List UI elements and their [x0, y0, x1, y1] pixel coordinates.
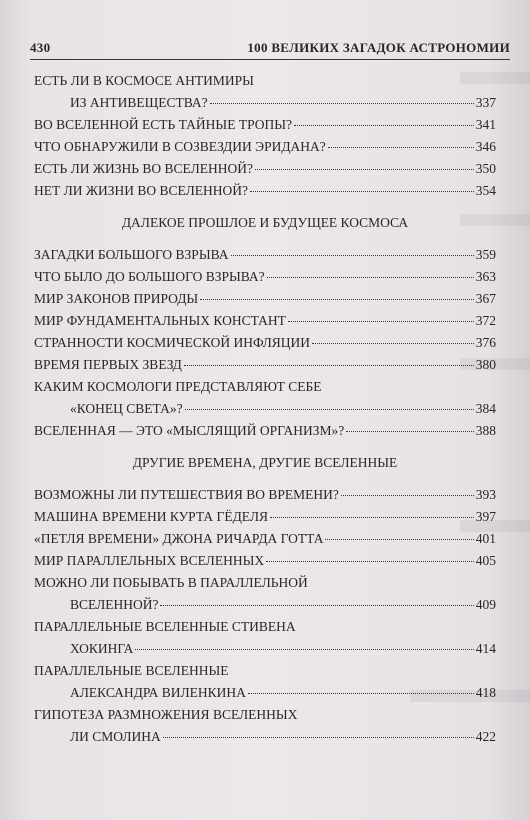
section-heading: ДАЛЕКОЕ ПРОШЛОЕ И БУДУЩЕЕ КОСМОСА: [121, 215, 409, 230]
toc-page-number: 409: [475, 597, 496, 612]
toc-page-number: 372: [475, 313, 496, 328]
toc-entry: НЕТ ЛИ ЖИЗНИ ВО ВСЕЛЕННОЙ? 354: [34, 180, 496, 202]
toc-entry: ЕСТЬ ЛИ В КОСМОСЕ АНТИМИРЫ: [34, 73, 254, 88]
toc-page-number: 401: [475, 531, 496, 546]
toc-entry: ЗАГАДКИ БОЛЬШОГО ВЗРЫВА 359: [34, 244, 496, 266]
toc-entry: ВО ВСЕЛЕННОЙ ЕСТЬ ТАЙНЫЕ ТРОПЫ? 341: [34, 114, 496, 136]
toc-entry: ПАРАЛЛЕЛЬНЫЕ ВСЕЛЕННЫЕ: [34, 663, 229, 678]
dot-leader: [341, 494, 474, 496]
section-heading: ДРУГИЕ ВРЕМЕНА, ДРУГИЕ ВСЕЛЕННЫЕ: [132, 455, 398, 470]
toc-page-number: 418: [475, 685, 496, 700]
dot-leader: [288, 320, 474, 322]
toc-page-number: 384: [475, 401, 496, 416]
toc-entry: «ПЕТЛЯ ВРЕМЕНИ» ДЖОНА РИЧАРДА ГОТТА 401: [34, 528, 496, 550]
toc-entry: МИР ЗАКОНОВ ПРИРОДЫ 367: [34, 288, 496, 310]
toc-entry: ЛИ СМОЛИНА 422: [70, 726, 496, 748]
toc-entry: МИР ПАРАЛЛЕЛЬНЫХ ВСЕЛЕННЫХ 405: [34, 550, 496, 572]
toc-page-number: 350: [475, 161, 496, 176]
toc-page-number: 388: [475, 423, 496, 438]
toc-page-number: 397: [475, 509, 496, 524]
toc-entry: МИР ФУНДАМЕНТАЛЬНЫХ КОНСТАНТ 372: [34, 310, 496, 332]
dot-leader: [250, 190, 474, 192]
dot-leader: [267, 276, 474, 278]
toc-entry: ХОКИНГА 414: [70, 638, 496, 660]
dot-leader: [135, 648, 473, 650]
toc-page-number: 367: [475, 291, 496, 306]
dot-leader: [312, 342, 474, 344]
dot-leader: [160, 604, 473, 606]
page-number: 430: [30, 40, 51, 55]
toc-page-number: 359: [475, 247, 496, 262]
running-title: 100 ВЕЛИКИХ ЗАГАДОК АСТРОНОМИИ: [247, 40, 510, 55]
toc-entry: КАКИМ КОСМОЛОГИ ПРЕДСТАВЛЯЮТ СЕБЕ: [34, 379, 322, 394]
toc-entry: ПАРАЛЛЕЛЬНЫЕ ВСЕЛЕННЫЕ СТИВЕНА: [34, 619, 296, 634]
toc-entry: ВРЕМЯ ПЕРВЫХ ЗВЕЗД 380: [34, 354, 496, 376]
dot-leader: [200, 298, 474, 300]
dot-leader: [248, 692, 474, 694]
toc-entry: «КОНЕЦ СВЕТА»? 384: [70, 398, 496, 420]
dot-leader: [231, 254, 474, 256]
toc-entry: ВСЕЛЕННОЙ? 409: [70, 594, 496, 616]
dot-leader: [184, 364, 474, 366]
dot-leader: [328, 146, 474, 148]
toc-page-number: 363: [475, 269, 496, 284]
dot-leader: [294, 124, 474, 126]
toc-page-number: 376: [475, 335, 496, 350]
toc-entry: ИЗ АНТИВЕЩЕСТВА? 337: [70, 92, 496, 114]
dot-leader: [346, 430, 473, 432]
dot-leader: [270, 516, 474, 518]
toc-page-number: 380: [475, 357, 496, 372]
dot-leader: [185, 408, 474, 410]
dot-leader: [163, 736, 474, 738]
toc-page-number: 422: [475, 729, 496, 744]
toc-page-number: 405: [475, 553, 496, 568]
toc-entry: ЧТО ОБНАРУЖИЛИ В СОЗВЕЗДИИ ЭРИДАНА? 346: [34, 136, 496, 158]
toc-page-number: 337: [475, 95, 496, 110]
toc-page-number: 341: [475, 117, 496, 132]
toc-page-number: 346: [475, 139, 496, 154]
toc-entry: АЛЕКСАНДРА ВИЛЕНКИНА 418: [70, 682, 496, 704]
dot-leader: [255, 168, 474, 170]
toc-entry: МОЖНО ЛИ ПОБЫВАТЬ В ПАРАЛЛЕЛЬНОЙ: [34, 575, 308, 590]
dot-leader: [266, 560, 474, 562]
toc-page-number: 414: [475, 641, 496, 656]
toc-page-number: 393: [475, 487, 496, 502]
toc-entry: ВОЗМОЖНЫ ЛИ ПУТЕШЕСТВИЯ ВО ВРЕМЕНИ? 393: [34, 484, 496, 506]
dot-leader: [210, 102, 474, 104]
toc-entry: СТРАННОСТИ КОСМИЧЕСКОЙ ИНФЛЯЦИИ 376: [34, 332, 496, 354]
toc-entry: ЕСТЬ ЛИ ЖИЗНЬ ВО ВСЕЛЕННОЙ? 350: [34, 158, 496, 180]
toc-entry: МАШИНА ВРЕМЕНИ КУРТА ГЁДЕЛЯ 397: [34, 506, 496, 528]
toc-entry: ЧТО БЫЛО ДО БОЛЬШОГО ВЗРЫВА? 363: [34, 266, 496, 288]
toc-entry: ГИПОТЕЗА РАЗМНОЖЕНИЯ ВСЕЛЕННЫХ: [34, 707, 298, 722]
dot-leader: [325, 538, 473, 540]
toc-entry: ВСЕЛЕННАЯ — ЭТО «МЫСЛЯЩИЙ ОРГАНИЗМ»? 388: [34, 420, 496, 442]
toc-page-number: 354: [475, 183, 496, 198]
